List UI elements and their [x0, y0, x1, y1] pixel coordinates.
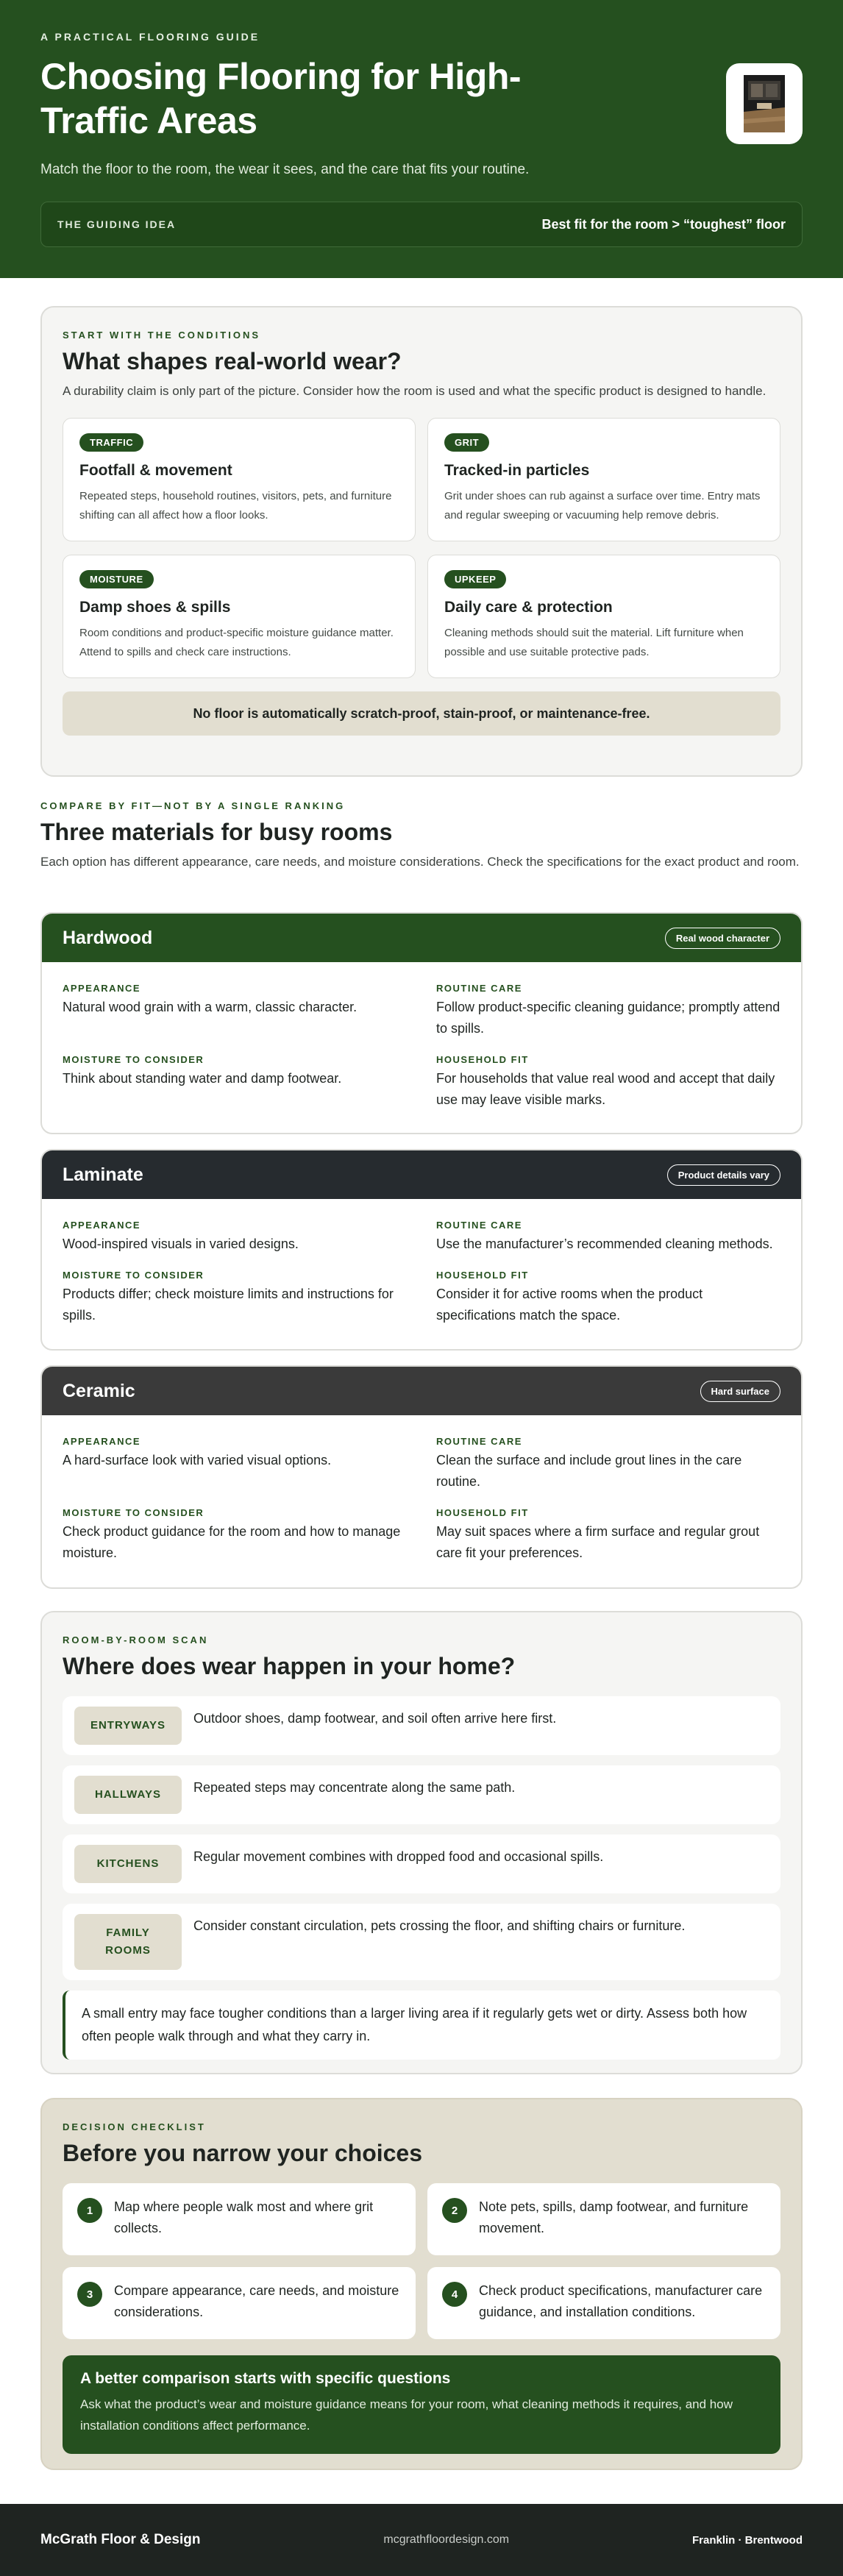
checklist-number: 2	[442, 2198, 467, 2223]
checklist-callout	[63, 2355, 780, 2454]
condition-pill: MOISTURE	[79, 570, 154, 588]
material-name: Laminate	[63, 1164, 143, 1185]
material-header	[42, 914, 801, 962]
material-card-ceramic	[40, 1365, 803, 1589]
checklist-item	[427, 2267, 780, 2339]
condition-text: Repeated steps, household routines, visitors, pets, and furniture shifting can all affect how a floor looks.	[79, 490, 392, 522]
rooms-section	[40, 1611, 803, 2074]
guiding-idea-bar	[40, 202, 803, 247]
material-text: Consider it for active rooms when the product specifications match the space.	[436, 1287, 703, 1323]
room-row-kitchens	[63, 1835, 780, 1893]
material-text: May suit spaces where a firm surface and regular grout care fit your preferences.	[436, 1524, 760, 1560]
room-row-hallways	[63, 1765, 780, 1824]
footer-url-link[interactable]: mcgrathfloordesign.com	[383, 2533, 510, 2546]
materials-intro	[40, 800, 803, 872]
material-label: MOISTURE TO CONSIDER	[63, 1270, 204, 1281]
guiding-idea-label: THE GUIDING IDEA	[57, 218, 177, 230]
material-label: MOISTURE TO CONSIDER	[63, 1507, 204, 1518]
checklist-text: Check product specifications, manufacturer care guidance, and installation conditions.	[479, 2283, 763, 2319]
checklist-number: 3	[77, 2282, 102, 2307]
materials-title: Three materials for busy rooms	[40, 819, 393, 845]
material-label: APPEARANCE	[63, 983, 141, 994]
condition-title: Tracked-in particles	[444, 462, 590, 479]
material-moisture	[63, 1507, 407, 1564]
conditions-lead: A durability claim is only part of the picture. Consider how the room is used and what the specific product is designed to handle.	[63, 384, 766, 398]
material-text: Wood-inspired visuals in varied designs.	[63, 1237, 299, 1251]
material-label: ROUTINE CARE	[436, 983, 522, 994]
checklist-text: Compare appearance, care needs, and moisture considerations.	[114, 2283, 399, 2319]
checklist-number: 4	[442, 2282, 467, 2307]
material-text: Follow product-specific cleaning guidance; promptly attend to spills.	[436, 1000, 780, 1036]
page-title: Choosing Flooring for High-Traffic Areas	[40, 56, 522, 141]
material-card-laminate	[40, 1149, 803, 1351]
material-fit	[436, 1270, 780, 1326]
material-body	[42, 1199, 801, 1326]
material-label: MOISTURE TO CONSIDER	[63, 1054, 204, 1065]
material-body	[42, 962, 801, 1111]
guiding-idea-value: Best fit for the room > “toughest” floor	[541, 216, 786, 232]
material-label: HOUSEHOLD FIT	[436, 1270, 529, 1281]
room-tag: KITCHENS	[74, 1845, 182, 1883]
checklist-text: Note pets, spills, damp footwear, and furniture movement.	[479, 2199, 749, 2235]
hero-header	[0, 0, 843, 278]
material-moisture	[63, 1270, 407, 1326]
material-care	[436, 983, 780, 1039]
room-list	[63, 1696, 780, 1980]
room-row-family-rooms	[63, 1904, 780, 1980]
materials-eyebrow: COMPARE BY FIT—NOT BY A SINGLE RANKING	[40, 800, 346, 811]
materials-lead: Each option has different appearance, care needs, and moisture considerations. Check the specifications for the exact product and room.	[40, 855, 800, 869]
room-text: Repeated steps may concentrate along the same path.	[193, 1780, 516, 1795]
material-fit	[436, 1054, 780, 1111]
material-body	[42, 1415, 801, 1564]
checklist-eyebrow: DECISION CHECKLIST	[63, 2121, 206, 2132]
material-text: Natural wood grain with a warm, classic character.	[63, 1000, 358, 1014]
material-care	[436, 1220, 780, 1255]
condition-title: Daily care & protection	[444, 599, 613, 616]
checklist-text: Map where people walk most and where grit collects.	[114, 2199, 374, 2235]
material-tag: Hard surface	[700, 1381, 780, 1402]
condition-text: Room conditions and product-specific moisture guidance matter. Attend to spills and check care instructions.	[79, 627, 394, 658]
material-tag: Real wood character	[665, 928, 780, 949]
condition-text: Cleaning methods should suit the material. Lift furniture when possible and use suitable protective pads.	[444, 627, 744, 658]
material-label: ROUTINE CARE	[436, 1220, 522, 1231]
room-tag: FAMILY ROOMS	[74, 1914, 182, 1970]
conditions-note: No floor is automatically scratch-proof, stain-proof, or maintenance-free.	[63, 691, 780, 736]
conditions-title: What shapes real-world wear?	[63, 348, 402, 374]
material-text: Clean the surface and include grout lines in the care routine.	[436, 1453, 742, 1489]
rooms-note: A small entry may face tougher conditions than a larger living area if it regularly gets wet or dirty. Assess both how often people walk through and what they carry in.	[63, 1990, 780, 2060]
material-text: A hard-surface look with varied visual options.	[63, 1453, 332, 1467]
material-label: APPEARANCE	[63, 1436, 141, 1447]
checklist-item	[63, 2183, 416, 2255]
callout-title: A better comparison starts with specific questions	[80, 2370, 451, 2387]
condition-text: Grit under shoes can rub against a surface over time. Entry mats and regular sweeping or vacuuming help remove debris.	[444, 490, 761, 522]
callout-text: Ask what the product’s wear and moisture guidance means for your room, what cleaning methods it requires, and how installation conditions affect performance.	[80, 2397, 733, 2433]
condition-title: Footfall & movement	[79, 462, 232, 479]
material-name: Hardwood	[63, 927, 153, 948]
checklist-title: Before you narrow your choices	[63, 2140, 423, 2166]
material-label: HOUSEHOLD FIT	[436, 1054, 529, 1065]
hero-subtitle: Match the floor to the room, the wear it sees, and the care that fits your routine.	[40, 162, 530, 177]
material-appearance	[63, 983, 407, 1039]
conditions-grid	[63, 418, 780, 678]
room-text: Consider constant circulation, pets crossing the floor, and shifting chairs or furniture.	[193, 1918, 686, 1933]
material-label: ROUTINE CARE	[436, 1436, 522, 1447]
checklist-section	[40, 2098, 803, 2470]
condition-card-upkeep	[427, 555, 780, 678]
room-row-entryways	[63, 1696, 780, 1755]
material-name: Ceramic	[63, 1380, 135, 1401]
conditions-eyebrow: START WITH THE CONDITIONS	[63, 330, 261, 341]
room-thumbnail-icon	[726, 63, 803, 144]
material-moisture	[63, 1054, 407, 1111]
room-tag: ENTRYWAYS	[74, 1707, 182, 1745]
conditions-section	[40, 306, 803, 777]
condition-pill: UPKEEP	[444, 570, 506, 588]
material-label: APPEARANCE	[63, 1220, 141, 1231]
material-label: HOUSEHOLD FIT	[436, 1507, 529, 1518]
checklist-item	[63, 2267, 416, 2339]
room-tag: HALLWAYS	[74, 1776, 182, 1814]
condition-card-grit	[427, 418, 780, 541]
rooms-eyebrow: ROOM-BY-ROOM SCAN	[63, 1634, 209, 1645]
room-text: Regular movement combines with dropped food and occasional spills.	[193, 1849, 604, 1864]
material-text: For households that value real wood and accept that daily use may leave visible marks.	[436, 1071, 775, 1107]
material-text: Use the manufacturer’s recommended cleaning methods.	[436, 1237, 773, 1251]
material-appearance	[63, 1220, 407, 1255]
material-card-hardwood	[40, 912, 803, 1134]
condition-pill: TRAFFIC	[79, 433, 143, 452]
material-text: Products differ; check moisture limits and instructions for spills.	[63, 1287, 394, 1323]
material-header	[42, 1150, 801, 1199]
material-text: Check product guidance for the room and how to manage moisture.	[63, 1524, 401, 1560]
material-tag: Product details vary	[667, 1164, 780, 1186]
checklist-item	[427, 2183, 780, 2255]
material-care	[436, 1436, 780, 1492]
condition-card-traffic	[63, 418, 416, 541]
condition-pill: GRIT	[444, 433, 489, 452]
condition-title: Damp shoes & spills	[79, 599, 231, 616]
checklist-grid	[63, 2183, 780, 2339]
room-text: Outdoor shoes, damp footwear, and soil often arrive here first.	[193, 1711, 557, 1726]
room-thumbnail-image	[744, 75, 785, 132]
checklist-number: 1	[77, 2198, 102, 2223]
material-appearance	[63, 1436, 407, 1492]
material-text: Think about standing water and damp footwear.	[63, 1071, 342, 1086]
condition-card-moisture	[63, 555, 416, 678]
footer	[0, 2499, 843, 2576]
material-fit	[436, 1507, 780, 1564]
footer-brand: McGrath Floor & Design	[40, 2532, 201, 2547]
rooms-title: Where does wear happen in your home?	[63, 1653, 516, 1679]
hero-eyebrow: A PRACTICAL FLOORING GUIDE	[40, 31, 260, 43]
material-header	[42, 1367, 801, 1415]
footer-locations: Franklin · Brentwood	[692, 2533, 803, 2547]
